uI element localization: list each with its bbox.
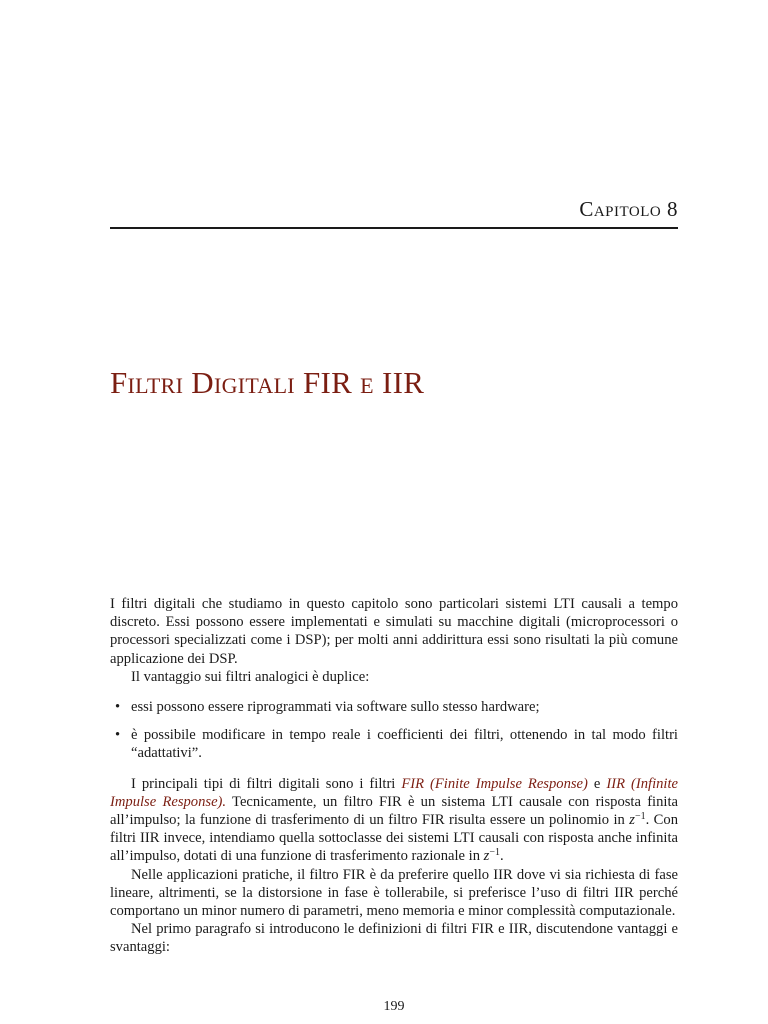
chapter-title: Filtri Digitali FIR e IIR	[110, 365, 425, 400]
fir-term: FIR (Finite Impulse Response)	[401, 775, 588, 792]
list-item-text: è possibile modificare in tempo reale i coefficienti dei filtri, ottenendo in tal modo filtri “adattativi”.	[131, 727, 678, 762]
paragraph-first-section: Nel primo paragrafo si introducono le definizioni di filtri FIR e IIR, discutendone vantaggi e svantaggi:	[110, 921, 678, 956]
bullet-icon: •	[115, 699, 121, 716]
page-number: 199	[383, 999, 405, 1014]
text-span: .	[499, 848, 504, 865]
bullet-icon: •	[115, 727, 121, 744]
paragraph-filter-types	[110, 775, 678, 866]
text-span: I principali tipi di filtri digitali sono i filtri	[131, 775, 402, 792]
math-z: z	[629, 812, 635, 829]
math-exponent: −1	[489, 847, 500, 859]
math-exponent: −1	[634, 811, 646, 823]
body-text	[110, 595, 678, 957]
math-z: z	[483, 848, 490, 865]
list-item	[110, 726, 678, 762]
paragraph-intro: I filtri digitali che studiamo in questo capitolo sono particolari sistemi LTI causali a tempo discreto. Essi possono essere implementati e simulati su macchine digitali (microprocessori o processori specializzati come i DSP); per molti anni addirittura essi sono risultati la più comune applicazione dei DSP.	[110, 596, 678, 667]
chapter-rule	[110, 227, 678, 229]
paragraph-advantage: Il vantaggio sui filtri analogici è duplice:	[131, 668, 370, 685]
text-span: . Con filtri IIR invece, intendiamo quella sottoclasse dei sistemi LTI causali con risposta anche infinita all’impulso, dotati di una funzione di trasferimento razionale in	[110, 812, 679, 865]
list-item-text: essi possono essere riprogrammati via software sullo stesso hardware;	[131, 699, 540, 716]
advantage-list	[110, 698, 678, 763]
text-span: Tecnicamente, un filtro FIR è un sistema LTI causale con risposta finita all’impulso; la funzione di trasferimento di un filtro FIR risulta essere un polinomio in	[110, 793, 678, 829]
paragraph-applications: Nelle applicazioni pratiche, il filtro FIR è da preferire quello IIR dove vi sia richiesta di fase lineare, altrimenti, se la distorsione in fase è tollerabile, si preferisce l’uso di filtri IIR perché comportano un minor numero di parametri, meno memoria e minor complessità computazionale.	[110, 866, 678, 920]
iir-term: IIR (Infinite Impulse Response).	[110, 775, 679, 810]
list-item	[110, 698, 678, 716]
text-span: e	[587, 775, 607, 792]
chapter-label: Capitolo 8	[579, 197, 678, 221]
